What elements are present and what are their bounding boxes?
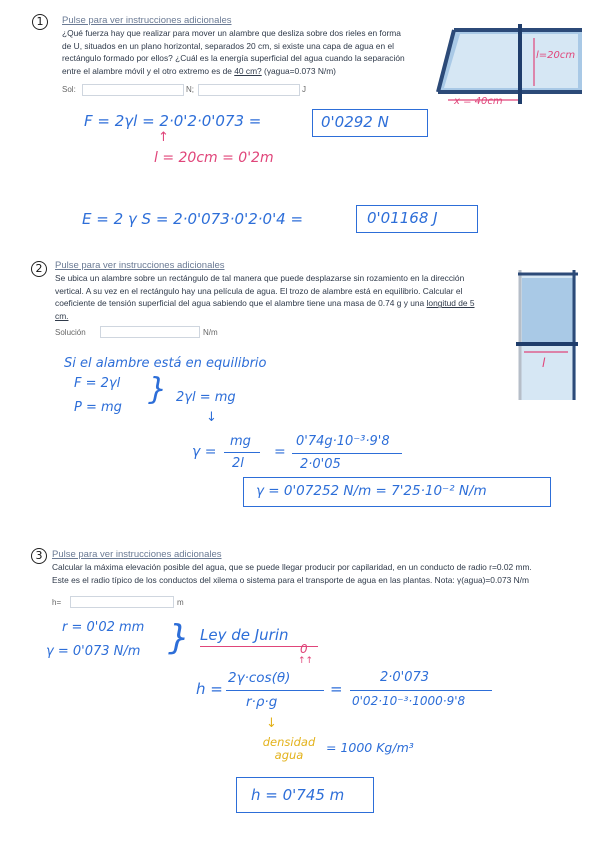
hw-brace-3: } [168, 618, 190, 658]
answer-input-force[interactable] [82, 84, 184, 96]
hw-energy-equation: E = 2 γ S = 2·0'073·0'2·0'4 = [82, 210, 304, 228]
hw-gamma-label: γ = [192, 444, 217, 460]
hw-tension-result: γ = 0'07252 N/m = 7'25·10⁻² N/m [256, 483, 487, 499]
hw-force-result-box [312, 109, 428, 137]
hw-frac1-line [224, 452, 260, 453]
hw-equals: = [274, 444, 286, 460]
question-number-2: 2 [31, 261, 47, 277]
hw-brace: } [148, 372, 168, 407]
hw-density-label: densidad agua [262, 735, 316, 762]
hw-gamma-value: γ = 0'073 N/m [46, 644, 141, 659]
answer-input-height[interactable] [70, 596, 174, 608]
answer-label-1: Sol: [62, 85, 76, 94]
hw-angle-arrows: ↑↑ [298, 656, 314, 666]
hw-h-label: h = [196, 680, 223, 698]
hw-values-num: 2·0'073 [380, 670, 430, 685]
hw-arrow-up: ↑ [158, 130, 169, 145]
hw-frac2-num: 0'74g·10⁻³·9'8 [296, 434, 390, 449]
unit-label-m: m [177, 598, 184, 607]
hw-energy-result: 0'01168 J [367, 209, 438, 227]
question-text-2: Se ubica un alambre sobre un rectángulo de tal manera que puede desplazarse sin rozamiento en la dirección vertical. A su vez en el rectángulo hay una película de agua. El trozo de alambre está en equilibrio. Calcular el coeficiente de tensión superficial del agua sabiendo que el alambre tiene una masa de 0.74 g y una longitud de 5 cm. [55, 273, 475, 321]
hw-arrow-down-3: ↓ [266, 716, 277, 731]
vertical-frame-diagram [516, 268, 578, 402]
hw-force-formula: F = 2γl [74, 376, 121, 391]
hw-values-line [350, 690, 492, 691]
question-number-1: 1 [32, 14, 48, 30]
hw-energy-result-box [356, 205, 478, 233]
hw-tension-result-box [243, 477, 551, 507]
answer-input-tension[interactable] [100, 326, 200, 338]
hw-jurin-den: r·ρ·g [246, 694, 278, 710]
diagram-label-l-20cm: l=20cm [536, 50, 576, 61]
hw-frac2-den: 2·0'05 [300, 457, 341, 472]
unit-label-nm: N/m [203, 328, 218, 337]
hw-frac1-num: mg [230, 434, 251, 449]
hw-height-result-box [236, 777, 374, 813]
diagram-label-l: l [542, 356, 546, 370]
hw-frac2-line [292, 453, 402, 454]
answer-input-energy[interactable] [198, 84, 300, 96]
hw-l-conversion: l = 20cm = 0'2m [154, 150, 274, 166]
hw-jurin-num: 2γ·cos(θ) [228, 670, 291, 686]
hw-equilibrium-title: Si el alambre está en equilibrio [64, 356, 267, 371]
hw-radius: r = 0'02 mm [62, 620, 145, 635]
hw-force-equation: F = 2γl = 2·0'2·0'073 = [84, 112, 262, 130]
unit-label-j: J [302, 85, 306, 94]
answer-label-3: h= [52, 598, 62, 607]
hw-values-den: 0'02·10⁻³·1000·9'8 [352, 694, 466, 708]
unit-label-n: N; [186, 85, 194, 94]
hw-angle-zero: 0 [300, 642, 308, 656]
question-text-1: ¿Qué fuerza hay que realizar para mover un alambre que desliza sobre dos rieles en forma de U, situados en un plano horizontal, separados 20 cm, si existe una capa de agua en el rectángulo formado por ellos? ¿Cuál es la energía superficial del agua cuando la separación entre el alambre móvil y el otro extremo es de 40 cm? (γagua=0.073 N/m) [62, 28, 405, 76]
hw-height-result: h = 0'745 m [251, 786, 345, 804]
hw-arrow-down: ↓ [206, 410, 217, 425]
hw-force-result: 0'0292 N [321, 113, 389, 131]
diagram-label-x-40cm: x = 40cm [454, 96, 503, 107]
answer-label-2: Solución [55, 328, 86, 337]
hw-frac1-den: 2l [232, 456, 244, 471]
hw-jurin-law: Ley de Jurin [200, 626, 289, 644]
hw-jurin-equals: = [330, 680, 343, 698]
hw-density-value: = 1000 Kg/m³ [326, 740, 414, 755]
instructions-link-2[interactable]: Pulse para ver instrucciones adicionales [55, 260, 225, 271]
question-text-3: Calcular la máxima elevación posible del agua, que se puede llegar producir por capilaridad, en un conducto de radio r=0.02 mm. Este es el radio típico de los conductos del xilema o sistema para el transporte de agua en las plantas. Nota: γ(agua)=0.073 N/m [52, 562, 532, 585]
question-number-3: 3 [31, 548, 47, 564]
hw-equilibrium-eq: 2γl = mg [176, 390, 236, 405]
instructions-link-1[interactable]: Pulse para ver instrucciones adicionales [62, 15, 232, 26]
instructions-link-3[interactable]: Pulse para ver instrucciones adicionales [52, 549, 222, 560]
hw-weight-formula: P = mg [74, 400, 122, 415]
hw-jurin-line [226, 690, 324, 691]
